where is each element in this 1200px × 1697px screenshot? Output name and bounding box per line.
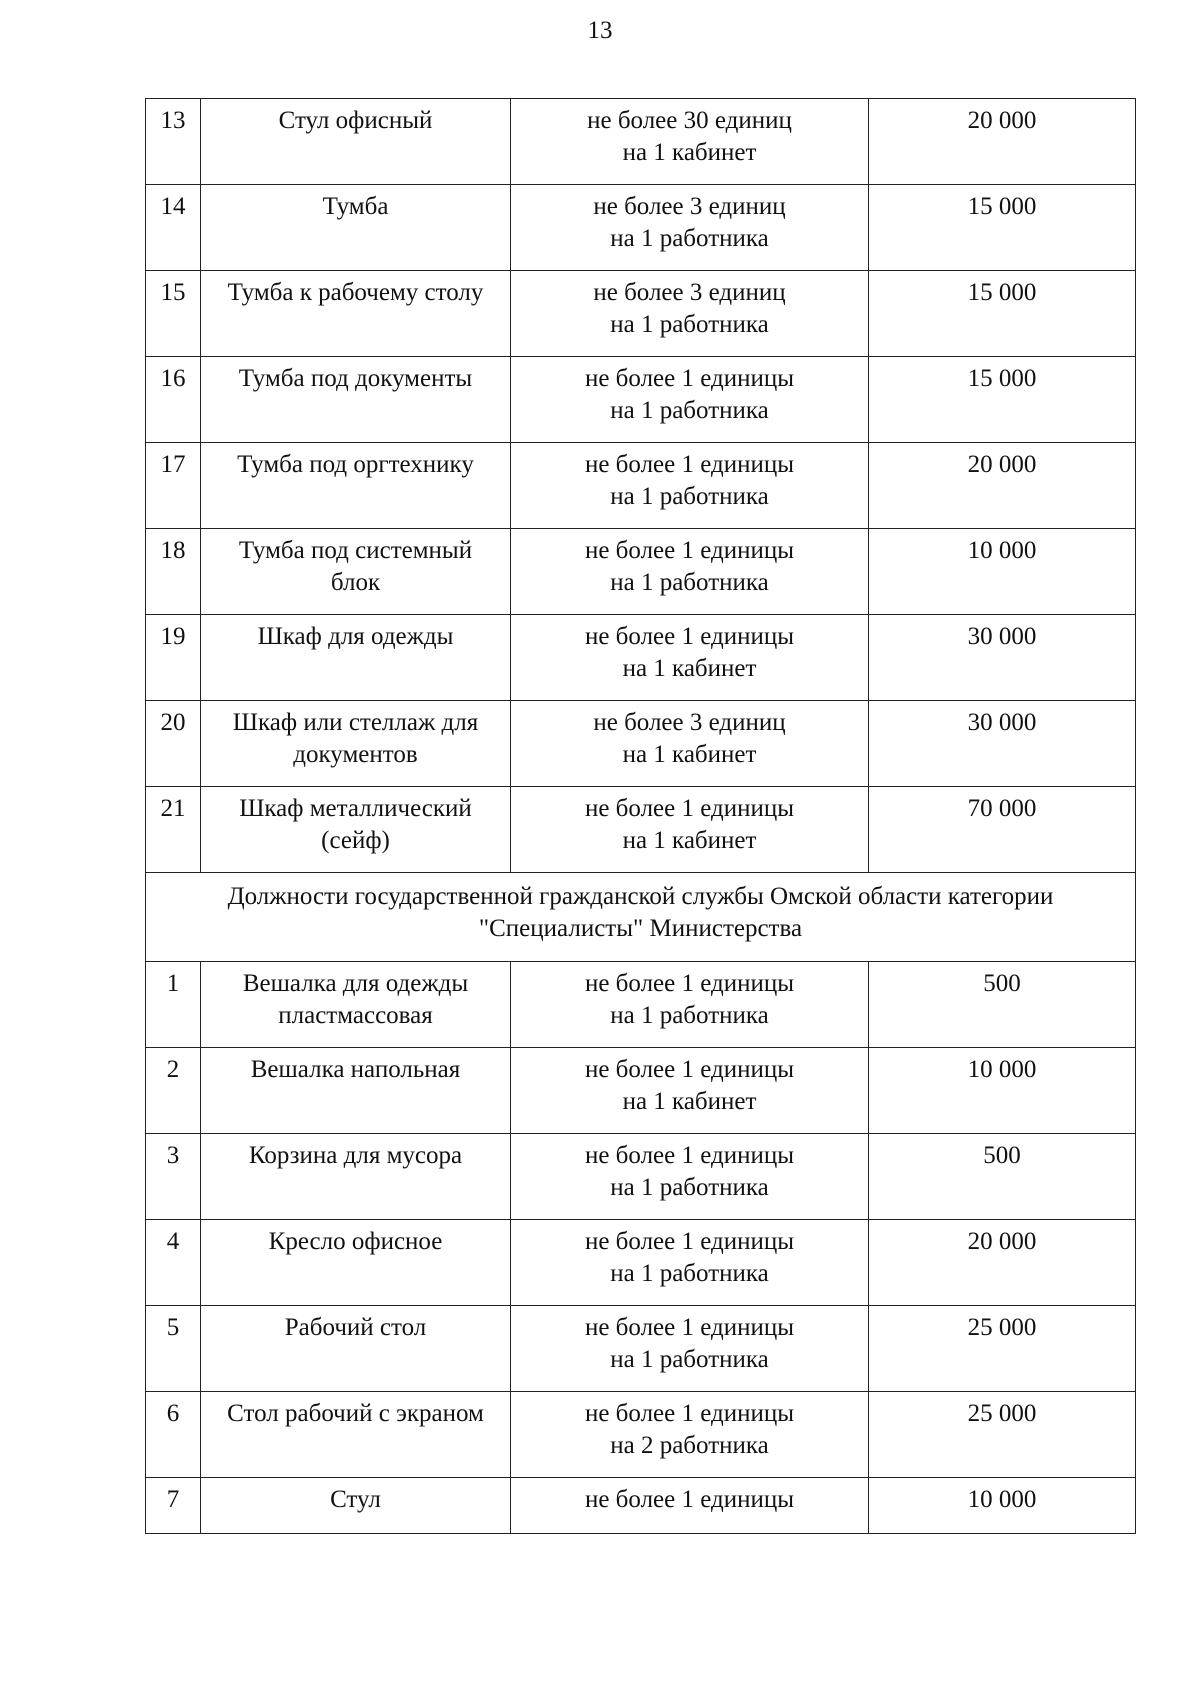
item-quantity: не более 1 единицы на 1 работника [511,357,869,443]
item-quantity: не более 1 единицы на 1 кабинет [511,1048,869,1134]
table-body [146,99,1136,1534]
table-row [146,357,1136,443]
table-row [146,99,1136,185]
row-number: 6 [146,1392,201,1478]
item-name: Вешалка напольная [201,1048,511,1134]
item-name: Тумба под документы [201,357,511,443]
item-price: 500 [869,962,1136,1048]
row-number: 21 [146,787,201,873]
item-price: 25 000 [869,1392,1136,1478]
item-quantity: не более 1 единицы [511,1478,869,1534]
item-price: 10 000 [869,1048,1136,1134]
item-price: 20 000 [869,99,1136,185]
row-number: 3 [146,1134,201,1220]
table-row [146,271,1136,357]
row-number: 4 [146,1220,201,1306]
item-name: Тумба [201,185,511,271]
item-price: 10 000 [869,529,1136,615]
item-name: Вешалка для одежды пластмассовая [201,962,511,1048]
item-price: 30 000 [869,701,1136,787]
item-quantity: не более 1 единицы на 1 работника [511,1220,869,1306]
section-heading-row [146,873,1136,962]
section-heading: Должности государственной гражданской службы Омской области категории "Специалисты" Министерства [146,873,1136,962]
table-row [146,185,1136,271]
table-row [146,443,1136,529]
table-row [146,1220,1136,1306]
item-price: 70 000 [869,787,1136,873]
item-name: Шкаф металлический (сейф) [201,787,511,873]
table-row [146,1134,1136,1220]
row-number: 17 [146,443,201,529]
row-number: 14 [146,185,201,271]
row-number: 1 [146,962,201,1048]
table-row [146,787,1136,873]
row-number: 20 [146,701,201,787]
item-name: Тумба к рабочему столу [201,271,511,357]
item-quantity: не более 1 единицы на 1 работника [511,1306,869,1392]
item-quantity: не более 1 единицы на 1 работника [511,1134,869,1220]
item-name: Шкаф для одежды [201,615,511,701]
item-name: Стул [201,1478,511,1534]
table-row [146,962,1136,1048]
row-number: 2 [146,1048,201,1134]
table-row [146,1478,1136,1534]
item-name: Стол рабочий с экраном [201,1392,511,1478]
item-price: 10 000 [869,1478,1136,1534]
table-row [146,1048,1136,1134]
table-row [146,1306,1136,1392]
table-row [146,615,1136,701]
item-name: Корзина для мусора [201,1134,511,1220]
item-price: 30 000 [869,615,1136,701]
item-price: 15 000 [869,185,1136,271]
item-quantity: не более 3 единиц на 1 работника [511,185,869,271]
item-name: Тумба под системный блок [201,529,511,615]
item-name: Шкаф или стеллаж для документов [201,701,511,787]
table-row [146,529,1136,615]
page-number: 13 [587,17,613,44]
item-name: Стул офисный [201,99,511,185]
item-quantity: не более 3 единиц на 1 кабинет [511,701,869,787]
row-number: 16 [146,357,201,443]
item-price: 25 000 [869,1306,1136,1392]
row-number: 19 [146,615,201,701]
table-row [146,1392,1136,1478]
row-number: 15 [146,271,201,357]
item-quantity: не более 1 единицы на 1 работника [511,962,869,1048]
item-quantity: не более 1 единицы на 1 кабинет [511,787,869,873]
item-quantity: не более 1 единицы на 1 кабинет [511,615,869,701]
item-price: 20 000 [869,1220,1136,1306]
row-number: 13 [146,99,201,185]
furniture-norms-table [145,98,1136,1534]
item-quantity: не более 3 единиц на 1 работника [511,271,869,357]
item-price: 15 000 [869,271,1136,357]
item-price: 20 000 [869,443,1136,529]
row-number: 5 [146,1306,201,1392]
row-number: 7 [146,1478,201,1534]
item-name: Тумба под оргтехнику [201,443,511,529]
row-number: 18 [146,529,201,615]
item-price: 500 [869,1134,1136,1220]
item-quantity: не более 1 единицы на 2 работника [511,1392,869,1478]
item-price: 15 000 [869,357,1136,443]
item-name: Рабочий стол [201,1306,511,1392]
item-quantity: не более 30 единиц на 1 кабинет [511,99,869,185]
item-quantity: не более 1 единицы на 1 работника [511,529,869,615]
item-quantity: не более 1 единицы на 1 работника [511,443,869,529]
table-row [146,701,1136,787]
item-name: Кресло офисное [201,1220,511,1306]
